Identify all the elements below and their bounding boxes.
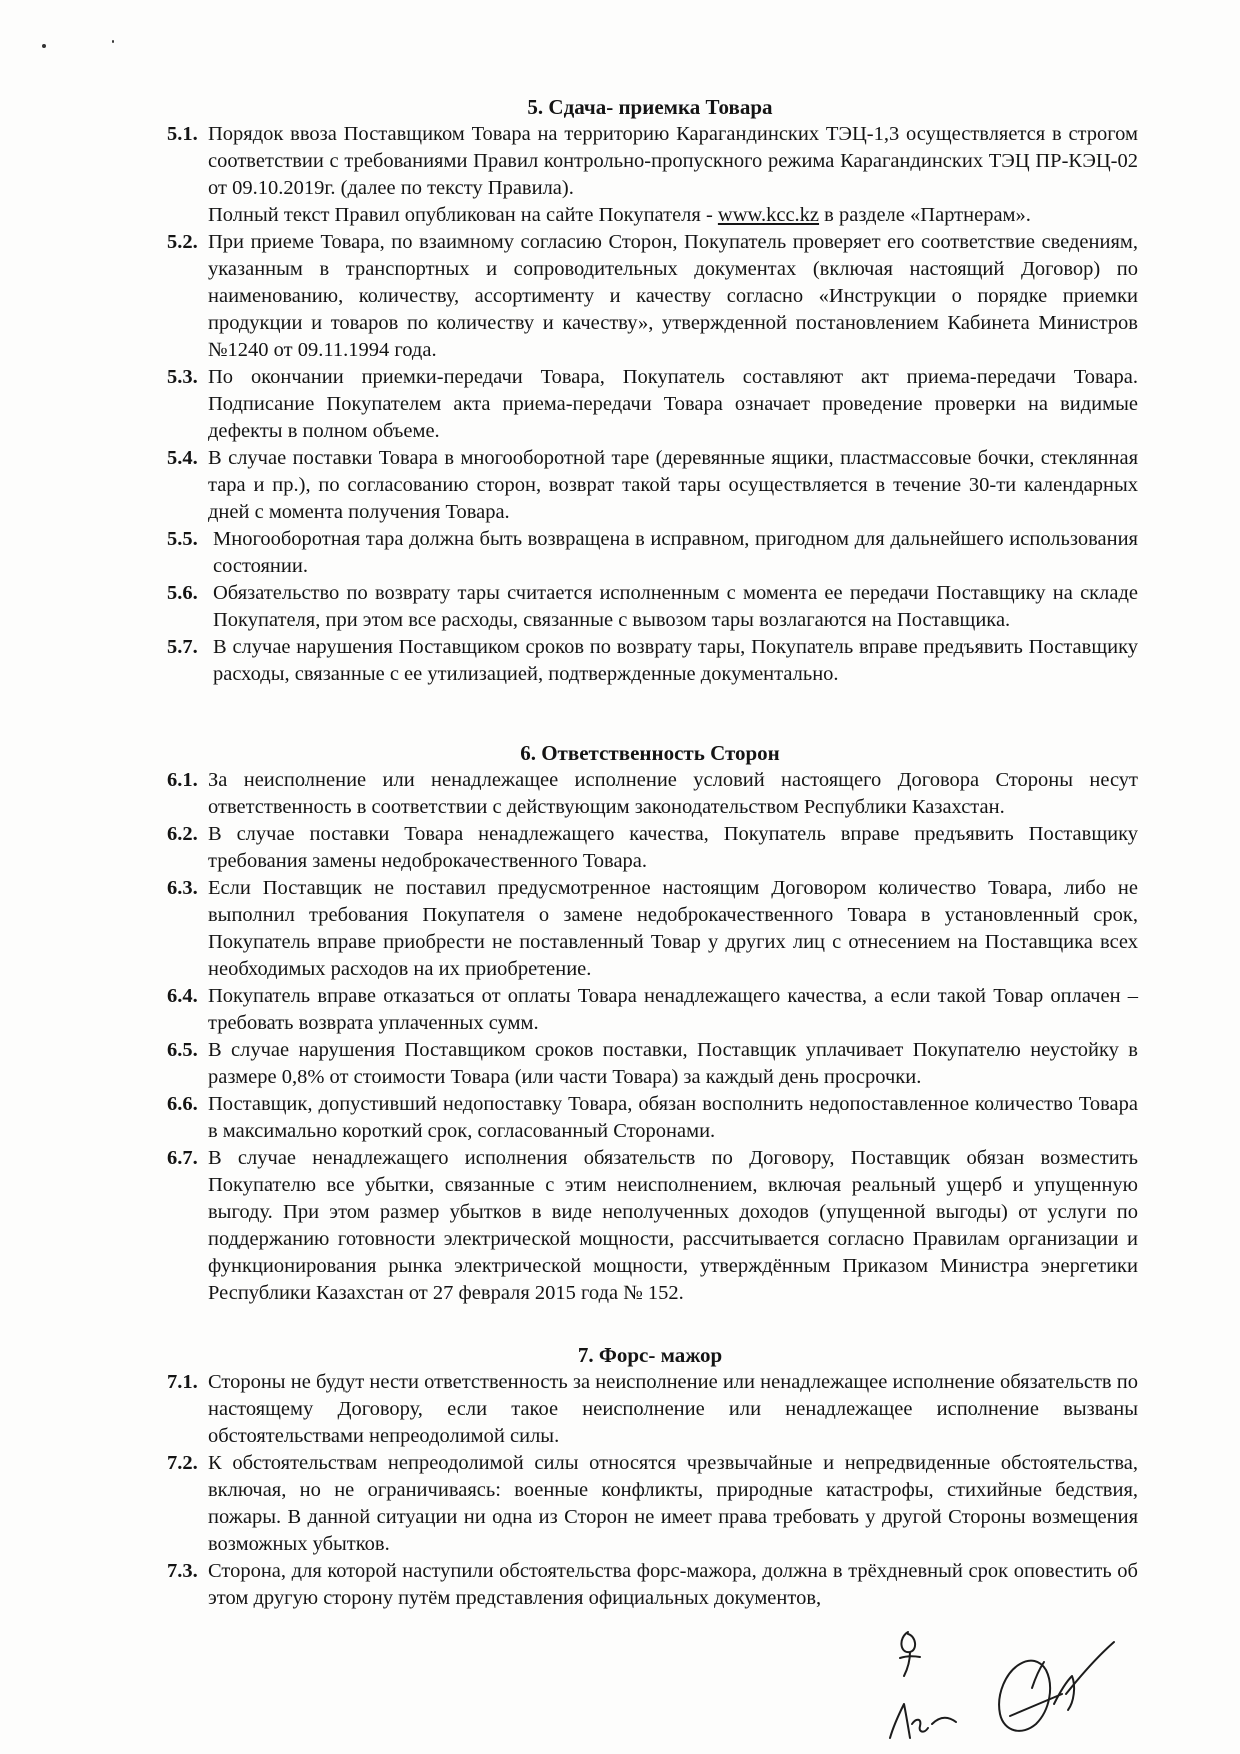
clause-text: Стороны не будут нести ответственность за неисполнение или ненадлежащее исполнение обязательств по настоящему Договору, если такое неисполнение или ненадлежащее исполнение вызваны обстоятельствами непреодолимой силы. (208, 1371, 1138, 1447)
clause-text-part: Полный текст Правил опубликован на сайте Покупателя - (208, 204, 718, 226)
signature-icon (860, 1612, 1150, 1750)
clause-text: Покупатель вправе отказаться от оплаты Товара ненадлежащего качества, а если такой Товар оплачен – требовать возврата уплаченных сумм. (208, 985, 1138, 1034)
clause (0, 121, 1240, 229)
clause (0, 580, 1240, 634)
clause-number: 6.2. (167, 823, 198, 845)
clause-number: 6.1. (167, 769, 198, 791)
website-link[interactable]: www.kcc.kz (717, 204, 820, 226)
scan-speck (112, 40, 114, 43)
clause-text: При приеме Товара, по взаимному согласию Сторон, Покупатель проверяет его соответствие сведениям, указанным в транспортных и сопроводительных документах (включая настоящий Договор) по наименованию, количеству, ассортименту и качеству согласно «Инструкции о порядке приемки продукции и товаров по количеству и качеству», утвержденной постановлением Кабинета Министров №1240 от 09.11.1994 года. (208, 231, 1138, 361)
clause-number: 5.5. (167, 528, 198, 550)
clause-text: В случае ненадлежащего исполнения обязательств по Договору, Поставщик обязан возместить Покупателю все убытки, связанные с этим неисполнением, включая реальный ущерб и упущенную выгоду. При этом размер убытков в виде неполученных доходов (упущенной выгоды) от услуги по поддержанию готовности электрической мощности, рассчитывается согласно Правилам организации и функционирования рынка электрической мощности, утверждённым Приказом Министра энергетики Республики Казахстан от 27 февраля 2015 года № 152. (208, 1147, 1138, 1304)
clause (0, 1091, 1240, 1145)
clause (0, 1450, 1240, 1558)
clause-number: 5.3. (167, 366, 198, 388)
clause (0, 875, 1240, 983)
clause (0, 1369, 1240, 1450)
clause-number: 6.6. (167, 1093, 198, 1115)
clause-text-part: в разделе «Партнерам». (819, 204, 1031, 226)
clause (0, 229, 1240, 364)
clause-text: К обстоятельствам непреодолимой силы относятся чрезвычайные и непредвиденные обстоятельства, включая, но не ограничиваясь: военные конфликты, природные катастрофы, стихийные бедствия, пожары. В данной ситуации ни одна из Сторон не имеет права требовать у другой Стороны возмещения возможных убытков. (208, 1452, 1138, 1555)
section-7 (0, 1342, 1240, 1612)
clause-text: В случае поставки Товара ненадлежащего качества, Покупатель вправе предъявить Поставщику требования замены недоброкачественного Товара. (208, 823, 1138, 872)
clause (0, 634, 1240, 688)
clause-text: Многооборотная тара должна быть возвращена в исправном, пригодном для дальнейшего использования состоянии. (213, 528, 1138, 577)
clause-number: 6.7. (167, 1147, 198, 1169)
clause (0, 1145, 1240, 1307)
clause (0, 821, 1240, 875)
clause (0, 445, 1240, 526)
clause-number: 5.4. (167, 447, 198, 469)
clause-text: За неисполнение или ненадлежащее исполнение условий настоящего Договора Стороны несут ответственность в соответствии с действующим законодательством Республики Казахстан. (208, 769, 1138, 818)
clause-number: 5.2. (167, 231, 198, 253)
clause-text: В случае нарушения Поставщиком сроков поставки, Поставщик уплачивает Покупателю неустойку в размере 0,8% от стоимости Товара (или части Товара) за каждый день просрочки. (208, 1039, 1138, 1088)
clause (0, 364, 1240, 445)
clause-text: В случае нарушения Поставщиком сроков по возврату тары, Покупатель вправе предъявить Поставщику расходы, связанные с ее утилизацией, подтвержденные документально. (213, 636, 1138, 685)
clause-number: 7.3. (167, 1560, 198, 1582)
clause-text: Поставщик, допустивший недопоставку Товара, обязан восполнить недопоставленное количество Товара в максимально короткий срок, согласованный Сторонами. (208, 1093, 1138, 1142)
section-title: 5. Сдача- приемка Товара (527, 95, 773, 119)
clause (0, 1037, 1240, 1091)
clause-text-part: Порядок ввоза Поставщиком Товара на территорию Карагандинских ТЭЦ-1,3 осуществляется в строгом соответствии с требованиями Правил контрольно-пропускного режима Карагандинских ТЭЦ ПР-КЭЦ-02 от 09.10.2019г. (далее по тексту Правила). (208, 123, 1138, 199)
clause-number: 6.5. (167, 1039, 198, 1061)
clause (0, 1558, 1240, 1612)
clause-text: Обязательство по возврату тары считается исполненным с момента ее передачи Поставщику на складе Покупателя, при этом все расходы, связанные с вывозом тары возлагаются на Поставщика. (213, 582, 1138, 631)
clause (0, 526, 1240, 580)
clause (0, 983, 1240, 1037)
clause-text: Если Поставщик не поставил предусмотренное настоящим Договором количество Товара, либо не выполнил требования Покупателя о замене недоброкачественного Товара в установленный срок, Покупатель вправе приобрести не поставленный Товар у других лиц с отнесением на Поставщика всех необходимых расходов на их приобретение. (208, 877, 1138, 980)
clause-text: В случае поставки Товара в многооборотной таре (деревянные ящики, пластмассовые бочки, стеклянная тара и пр.), по согласованию сторон, возврат такой тары осуществляется в течение 30-ти календарных дней с момента получения Товара. (208, 447, 1138, 523)
scan-speck (42, 44, 46, 48)
section-title: 6. Ответственность Сторон (520, 741, 780, 765)
clause-number: 7.2. (167, 1452, 198, 1474)
clause-text: Сторона, для которой наступили обстоятельства форс-мажора, должна в трёхдневный срок оповестить об этом другую сторону путём представления официальных документов, (208, 1560, 1138, 1609)
clause-number: 5.6. (167, 582, 198, 604)
section-5 (0, 94, 1240, 688)
clause-text: По окончании приемки-передачи Товара, Покупатель составляют акт приема-передачи Товара. Подписание Покупателем акта приема-передачи Товара означает проведение проверки на видимые дефекты в полном объеме. (208, 366, 1138, 442)
clause-number: 6.4. (167, 985, 198, 1007)
clause-text (208, 121, 1138, 229)
clause (0, 767, 1240, 821)
clause-number: 5.7. (167, 636, 198, 658)
clause-number: 7.1. (167, 1371, 198, 1393)
clause-number: 6.3. (167, 877, 198, 899)
section-title: 7. Форс- мажор (577, 1343, 723, 1367)
clause-number: 5.1. (167, 123, 198, 145)
section-6 (0, 740, 1240, 1307)
